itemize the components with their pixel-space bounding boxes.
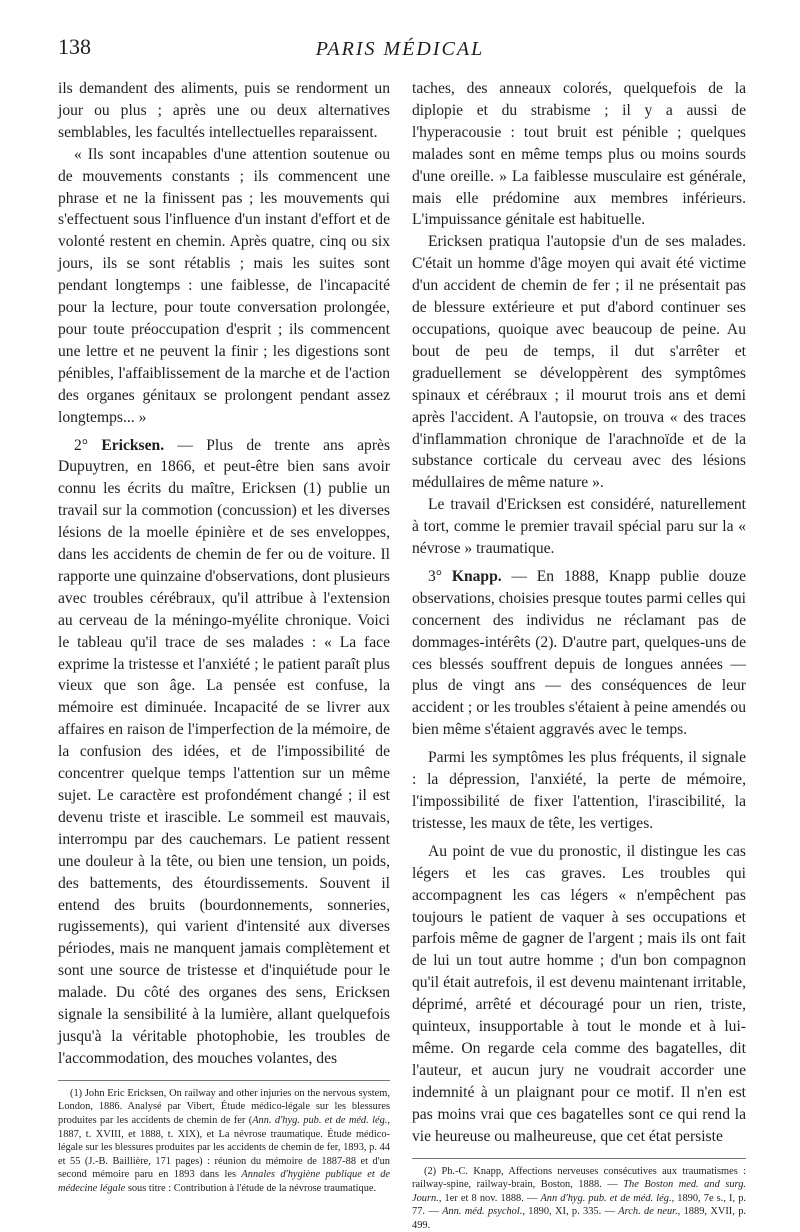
footnote-text: On railway and other injuries on the nervous system, London, 1886. Analysé par Vibert, Étude médico-légale sur les blessures produites par les accidents de chemin de fer (: [58, 1088, 390, 1126]
knapp-section: [412, 566, 746, 741]
footnote-divider: [58, 1080, 390, 1081]
footnote-journal: Ann. méd. psychol.: [442, 1206, 522, 1217]
footnote-text: , 1890, XI, p. 335. —: [522, 1206, 618, 1217]
left-column: [58, 78, 390, 1196]
footnote-journal: Ann. d'hyg. pub. et de méd. lég.: [252, 1115, 387, 1126]
footnote-journal: The Boston med. and surg. Journ.: [412, 1179, 746, 1204]
page-header: [58, 34, 742, 70]
paragraph: Le travail d'Ericksen est considéré, naturellement à tort, comme le premier travail spécial paru sur la « névrose » traumatique.: [412, 494, 746, 560]
running-title: PARIS MÉDICAL: [58, 38, 742, 61]
footnote-text: sous titre : Contribution à l'étude de la névrose traumatique.: [125, 1183, 376, 1194]
section-number: 2°: [74, 437, 88, 454]
section-number: 3°: [428, 568, 442, 585]
footnote-text: , 1887, t. XVIII, et 1888, t. XIX), et La névrose traumatique. Étude médico-légale sur les blessures produites par les accidents de chemin de fer, 1893, p. 44 et 55 (J.-B. Baillière, 171 pages) : réunion du mémoire de 1887-88 et d'un second mémoire paru en 1893 dans les: [58, 1115, 390, 1180]
ericksen-section: [58, 435, 390, 1070]
footnote-marker: (1): [70, 1088, 82, 1099]
footnote-text: , 1890, 7e s., I, p. 77. —: [412, 1193, 746, 1218]
paragraph: Ericksen pratiqua l'autopsie d'un de ses malades. C'était un homme d'âge moyen qui avait été victime d'un accident de chemin de fer ; il ne présentait pas de blessure extérieure et put d'abord continuer ses occupations, quoique avec beaucoup de peine. Au bout de peu de temps, il dut s'arrêter et graduellement se développèrent des symptômes spinaux et cérébraux ; il mourut trois ans et demi après l'accident. A l'autopsie, on trouva « des traces d'inflammation chronique de l'arachnoïde et de la substance corticale du cerveau avec des lésions médullaires de même nature ».: [412, 231, 746, 494]
section-heading-knapp: Knapp.: [452, 568, 502, 585]
paragraph: ils demandent des aliments, puis se rendorment un jour ou plus ; après une ou deux alternatives semblables, les facultés intellectuelles reparaissent.: [58, 78, 390, 144]
paragraph-text: — Plus de trente ans après Dupuytren, en 1866, et peut-être bien sans avoir connu les écrits du maître, Ericksen (1) publie un travail sur la commotion (concussion) et les diverses lésions de la moelle épinière et de ses enveloppes, dans les accidents de chemin de fer ou de voiture. Il rapporte une quinzaine d'observations, dont plusieurs avec troubles cérébraux, qu'il attribue à l'extension au cerveau de la méningo-myélite chronique. Voici le tableau qu'il trace de ses malades : « La face exprime la tristesse et l'anxiété ; le patient paraît plus vieux que son âge. La pensée est confuse, la mémoire est diminuée. Incapacité de se livrer aux affaires en raison de l'imperfection de la mémoire, de la confusion des idées, et de l'impossibilité de concentrer quelque temps l'attention sur un même sujet. Le caractère est profondément changé ; il est devenu triste et irascible. Le sommeil est mauvais, interrompu par des cauchemars. Le patient ressent une douleur à la tête, ou bien une tension, un poids, des battements, des étourdissements. Souvent il entend des bruits (bourdonnements, sonneries, rugissements), qui varient d'intensité aux diverses périodes, mais ne manquent jamais complètement et sont une source de tristesse et d'inquiétude pour le malade. Du côté des organes des sens, Ericksen signale la sensibilité à la lumière, allant quelquefois jusqu'à la véritable photophobie, les troubles de l'accommodation, des mouches volantes, des: [58, 437, 390, 1067]
footnote-text: , 1er et 8 nov. 1888. —: [439, 1193, 541, 1204]
footnote-marker: (2): [424, 1166, 436, 1177]
footnote-author: Ph.-C. Knapp,: [441, 1166, 503, 1177]
paragraph: « Ils sont incapables d'une attention soutenue ou de mouvements constants ; ils commencent une phrase et ne la finissent pas ; les mouvements qui s'effectuent sous l'influence d'un instant d'effort et de volonté restent en chemin. Après quatre, cinq ou six jours, ils se sont rétablis ; mais les suites sont pendant longtemps : une faiblesse, de l'incapacité pour la lecture, pour toute conversation prolongée, pour toute préoccupation d'esprit ; ils commencent une lettre et ne peuvent la finir ; les digestions sont pénibles, l'affaiblissement de la marche et de l'action des organes génitaux se prolongent pendant assez longtemps... »: [58, 144, 390, 429]
footnote-text: , 1889, XVII, p. 499.: [412, 1206, 746, 1231]
footnote-divider: [412, 1158, 746, 1159]
footnote-author: John Eric Ericksen,: [85, 1088, 166, 1099]
paragraph-text: — En 1888, Knapp publie douze observations, choisies presque toutes parmi celles qui concernent des individus ne réclamant pas de dommages-intérêts (2). D'autre part, quelques-uns de ces blessés souffrent depuis de longues années — plus de vingt ans — des conséquences de leur accident ; or les troubles s'étaient à peine amendés ou bien même s'étaient aggravés avec le temps.: [412, 568, 746, 738]
paragraph: Au point de vue du pronostic, il distingue les cas légers et les cas graves. Les troubles qui accompagnent les cas légers « n'empêchent pas toujours le patient de vaquer à ses occupations et parfois même de gagner de l'argent ; mais ils ont fait de lui un tout autre homme ; d'un bon compagnon qu'il était autrefois, il est devenu maintenant irritable, déprimé, arrêté et découragé pour un rien, triste, quinteux, insupportable à tout le monde et à lui-même. On regarde cela comme des bagatelles, dit l'auteur, et aucun jury ne voudrait accorder une indemnité à un plaignant pour ce motif. Il n'en est pas moins vrai que ces bagatelles sont ce qui rend la vie heureuse ou malheureuse, que cet état persiste: [412, 841, 746, 1148]
paragraph: Parmi les symptômes les plus fréquents, il signale : la dépression, l'anxiété, la perte de mémoire, l'impossibilité de fixer l'attention, l'irascibilité, la tristesse, les maux de tête, les vertiges.: [412, 747, 746, 835]
right-column: [412, 78, 746, 1232]
paragraph: taches, des anneaux colorés, quelquefois de la diplopie et du strabisme ; il y a aussi de l'hyperacousie : tout bruit est pénible ; quelques malades sont en même temps plus ou moins sourds d'une oreille. » La faiblesse musculaire est générale, mais elle prédomine aux membres inférieurs. L'impuissance génitale est habituelle.: [412, 78, 746, 231]
footnote-journal: Annales d'hygiène publique et de médecine légale: [58, 1169, 390, 1194]
footnote-1: [58, 1087, 390, 1196]
footnote-journal: Ann d'hyg. pub. et de méd. lég.: [540, 1193, 671, 1204]
page-number: 138: [58, 34, 91, 60]
footnote-2: [412, 1165, 746, 1232]
footnote-journal: Arch. de neur.: [618, 1206, 677, 1217]
section-heading-ericksen: Ericksen.: [101, 437, 164, 454]
footnote-text: Affections nerveuses consécutives aux traumatismes : railway-spine, railway-brain, Boston, 1888. —: [412, 1166, 746, 1191]
